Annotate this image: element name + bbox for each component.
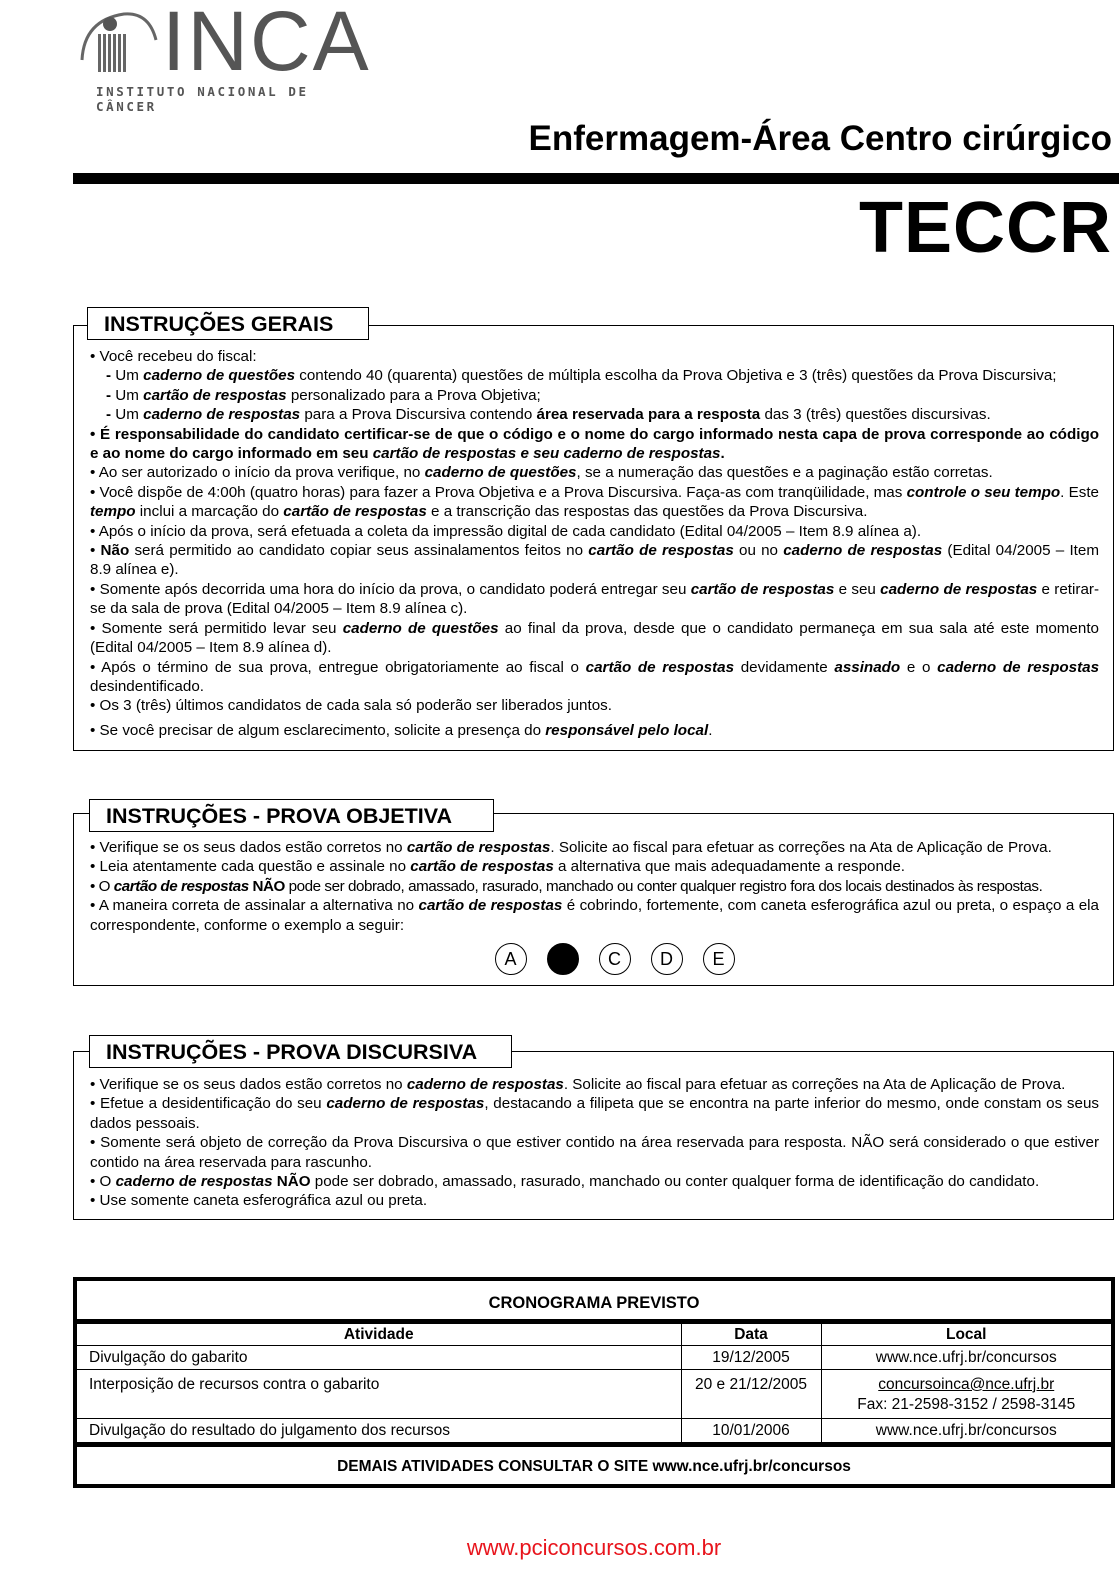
instruction-text: , se a numeração das questões e a paginação estão corretas. — [576, 464, 993, 482]
objective-instructions-box — [73, 813, 1114, 986]
instruction-text: • Os 3 (três) últimos candidatos de cada sala só poderão ser liberados juntos. — [90, 697, 612, 715]
instruction-text: • Após o início da prova, será efetuada a coleta da impressão digital de cada candidato (Edital 04/2005 – Item 8.9 alínea a). — [90, 522, 922, 540]
header-activity: Atividade — [77, 1323, 681, 1345]
instruction-text: • Leia atentamente cada questão e assinale no — [90, 858, 411, 876]
instruction-text: NÃO — [272, 1173, 311, 1191]
instruction-text: é cobrindo, fortemente, com caneta esferográfica azul ou preta, o espaço a ela correspondente, conforme o exemplo a seguir: — [90, 897, 1099, 934]
instruction-text: cartão de respostas — [588, 542, 734, 560]
footer-link[interactable]: www.pciconcursos.com.br — [466, 1534, 722, 1560]
instruction-text: e retirar-se da sala de prova (Edital 04/2005 – Item 8.9 alínea c). — [90, 580, 1100, 618]
instruction-text: • Somente será objeto de correção da Prova Discursiva o que estiver contido na área reservada para resposta. NÃO será considerado o que estiver contido na área reservada para rascunho. — [90, 1134, 1099, 1171]
instruction-text: ao final da prova, desde que o candidato permaneça em sua sala até este momento (Edital 04/2005 – Item 8.9 alínea d). — [90, 619, 1099, 657]
instruction-text: pode ser dobrado, amassado, rasurado, manchado ou conter qualquer registro fora dos locais destinados às respostas. — [284, 877, 1043, 895]
discursive-instructions-box — [73, 1051, 1114, 1220]
instruction-text: • Se você precisar de algum esclarecimento, solicite a presença do — [90, 721, 546, 739]
answer-bubble — [547, 943, 579, 975]
header-local: Local — [821, 1323, 1111, 1345]
logo-subtitle: INSTITUTO NACIONAL DE CÂNCER — [96, 84, 309, 114]
exam-code: TECCR — [859, 188, 1112, 268]
fax: Fax: 21-2598-3152 / 2598-3145 — [857, 1395, 1076, 1413]
instruction-text: • Use somente caneta esferográfica azul ou preta. — [90, 1192, 428, 1210]
instruction-item — [90, 463, 1099, 482]
date: 20 e 21/12/2005 — [681, 1369, 821, 1418]
instruction-text: . Este — [1060, 483, 1100, 501]
date: 19/12/2005 — [681, 1345, 821, 1369]
instruction-text: caderno de questões — [424, 464, 577, 482]
instruction-text: • Após o término de sua prova, entregue obrigatoriamente ao fiscal o — [90, 658, 586, 676]
answer-bubble: D — [651, 943, 683, 975]
activity: Divulgação do gabarito — [77, 1345, 681, 1369]
instruction-item — [90, 1191, 1099, 1210]
activity: Interposição de recursos contra o gabarito — [77, 1369, 681, 1418]
instruction-text: a alternativa que mais adequadamente a responde. — [553, 858, 906, 876]
instruction-text: caderno de respostas — [326, 1095, 485, 1113]
table-row — [77, 1369, 1111, 1418]
instruction-text: ou no — [733, 542, 784, 560]
activity: Divulgação do resultado do julgamento dos recursos — [77, 1418, 681, 1442]
answer-bubble: C — [599, 943, 631, 975]
instruction-text: • Somente após decorrida uma hora do início da prova, o candidato poderá entregar seu — [90, 580, 691, 598]
answer-bubble: E — [703, 943, 735, 975]
table-row — [77, 1345, 1111, 1369]
instruction-text: desindentificado. — [90, 677, 204, 695]
instruction-text: • O — [90, 877, 114, 895]
instruction-text: caderno de respostas — [115, 1173, 273, 1191]
discursive-instructions-section — [73, 1035, 1115, 1220]
instruction-text: • Verifique se os seus dados estão corretos no — [90, 839, 407, 856]
instruction-text: tempo — [90, 503, 136, 521]
inca-emblem-icon — [74, 0, 164, 80]
instruction-text: para a Prova Discursiva contendo — [300, 406, 537, 424]
instruction-text: caderno de respostas — [880, 580, 1038, 598]
local: www.nce.ufrj.br/concursos — [821, 1418, 1111, 1442]
instruction-text: cartão de respostas — [143, 386, 287, 404]
instruction-text: • O — [90, 1173, 116, 1191]
instruction-item — [90, 658, 1099, 697]
instruction-item — [90, 1133, 1099, 1172]
instruction-text: • Você recebeu do fiscal: — [90, 348, 257, 365]
exam-subject: Enfermagem-Área Centro cirúrgico — [528, 119, 1112, 158]
schedule-title: CRONOGRAMA PREVISTO — [77, 1281, 1111, 1323]
local-cell — [821, 1369, 1111, 1418]
email-link[interactable]: concursoinca@nce.ufrj.br — [878, 1375, 1055, 1393]
instruction-text: . — [720, 445, 725, 463]
instruction-text: cartão de respostas e seu caderno de respostas — [372, 445, 721, 463]
instruction-text: . Solicite ao fiscal para efetuar as correções na Ata de Aplicação de Prova. — [550, 839, 1052, 856]
main-content — [73, 307, 1115, 1581]
logo-text: INCA — [162, 0, 371, 88]
local: www.nce.ufrj.br/concursos — [821, 1345, 1111, 1369]
instruction-text: contendo 40 (quarenta) questões de múltipla escolha da Prova Objetiva e 3 (três) questões da Prova Discursiva; — [295, 367, 1057, 385]
instruction-item — [90, 619, 1099, 658]
instruction-text: cartão de respostas — [410, 858, 554, 876]
schedule-footer: DEMAIS ATIVIDADES CONSULTAR O SITE www.nce.ufrj.br/concursos — [77, 1443, 1111, 1484]
instruction-text: • Efetue a desidentificação do seu — [90, 1095, 327, 1113]
instruction-text: personalizado para a Prova Objetiva; — [286, 386, 541, 404]
instruction-text: • Ao ser autorizado o início da prova verifique, no — [90, 464, 425, 482]
instruction-text: devidamente — [734, 658, 835, 676]
instruction-text: pode ser dobrado, amassado, rasurado, manchado ou conter qualquer forma de identificação do candidato. — [310, 1173, 1040, 1191]
instruction-text: • Verifique se os seus dados estão corretos no — [90, 1076, 407, 1093]
instruction-text: responsável pelo local — [545, 721, 709, 739]
answer-example — [90, 943, 1099, 975]
general-instructions-section — [73, 307, 1115, 751]
discursive-instructions-title: INSTRUÇÕES - PROVA DISCURSIVA — [89, 1035, 512, 1068]
instruction-item — [90, 541, 1099, 580]
instruction-text: • Você dispõe de 4:00h (quatro horas) para fazer a Prova Objetiva e a Prova Discursiva. Faça-as com tranqüilidade, mas — [90, 483, 907, 501]
instruction-item — [90, 366, 1099, 385]
instruction-text: . — [708, 721, 713, 739]
instruction-item — [90, 405, 1099, 424]
instruction-text: . Solicite ao fiscal para efetuar as correções na Ata de Aplicação de Prova. — [563, 1076, 1066, 1093]
answer-bubble: A — [495, 943, 527, 975]
instruction-text: caderno de respostas — [783, 542, 943, 560]
instruction-text: , destacando a filipeta que se encontra na parte inferior do mesmo, onde constam os seus dados pessoais. — [90, 1095, 1099, 1132]
instruction-text: cartão de respostas — [406, 839, 551, 856]
objective-instructions-title: INSTRUÇÕES - PROVA OBJETIVA — [89, 799, 494, 832]
instruction-text: • É responsabilidade do candidato certificar-se de que o código e o nome do cargo informado nesta capa de prova corresponde ao código e ao nome do cargo informado em seu — [90, 425, 1099, 463]
instruction-text: • A maneira correta de assinalar a alternativa no — [90, 897, 419, 915]
instruction-text: Um — [115, 406, 144, 424]
instruction-item — [90, 347, 1099, 366]
instruction-text: caderno de respostas — [143, 406, 301, 424]
header-date: Data — [681, 1323, 821, 1345]
instruction-text: NÃO — [248, 877, 285, 895]
instruction-item — [90, 1075, 1099, 1094]
instruction-item — [90, 721, 1099, 740]
instruction-text: Não — [100, 542, 130, 560]
instruction-text: Um — [115, 386, 144, 404]
general-instructions-box — [73, 325, 1114, 751]
instruction-item — [90, 896, 1099, 935]
instruction-item — [90, 386, 1099, 405]
instruction-item — [90, 877, 1099, 896]
instruction-text: e a transcrição das respostas das questões da Prova Discursiva. — [426, 503, 868, 521]
divider — [73, 173, 1119, 184]
instruction-text: assinado — [834, 658, 901, 676]
instruction-text: caderno de respostas — [937, 658, 1100, 676]
instruction-text: caderno de questões — [143, 367, 296, 385]
general-instructions-title: INSTRUÇÕES GERAIS — [87, 307, 369, 340]
instruction-item — [90, 1094, 1099, 1133]
instruction-text: cartão de respostas — [585, 658, 735, 676]
instruction-item — [90, 483, 1099, 522]
instruction-text: cartão de respostas — [418, 897, 563, 915]
instruction-item — [90, 425, 1099, 464]
instruction-text: controle o seu tempo — [906, 483, 1061, 501]
instruction-item — [90, 580, 1099, 619]
instruction-text: (Edital 04/2005 – Item 8.9 alínea e). — [90, 542, 1099, 579]
schedule-table — [73, 1277, 1115, 1488]
instruction-text: caderno de respostas — [406, 1076, 564, 1093]
instruction-text: inclui a marcação do — [135, 503, 284, 521]
instruction-text: cartão de respostas — [690, 580, 835, 598]
instruction-text: • — [90, 542, 101, 560]
instruction-text: e seu — [834, 580, 881, 598]
instruction-text: cartão de respostas — [283, 503, 427, 521]
instruction-item — [90, 522, 1099, 541]
instruction-item — [90, 838, 1099, 857]
inca-logo — [74, 0, 374, 114]
instruction-item — [90, 696, 1099, 715]
instruction-text: - — [106, 406, 116, 424]
instruction-text: das 3 (três) questões discursivas. — [760, 406, 991, 424]
objective-instructions-section — [73, 799, 1115, 986]
date: 10/01/2006 — [681, 1418, 821, 1442]
instruction-text: - — [106, 367, 116, 385]
instruction-text: cartão de respostas — [113, 877, 249, 895]
instruction-text: - — [106, 386, 116, 404]
table-row — [77, 1418, 1111, 1442]
instruction-text: • Somente será permitido levar seu — [90, 619, 343, 637]
instruction-text: Um — [115, 367, 144, 385]
instruction-item — [90, 1172, 1099, 1191]
instruction-item — [90, 857, 1099, 876]
instruction-text: será permitido ao candidato copiar seus assinalamentos feitos no — [129, 542, 589, 560]
instruction-text: caderno de questões — [342, 619, 499, 637]
instruction-text: e o — [900, 658, 938, 676]
instruction-text: área reservada para a resposta — [536, 406, 761, 424]
